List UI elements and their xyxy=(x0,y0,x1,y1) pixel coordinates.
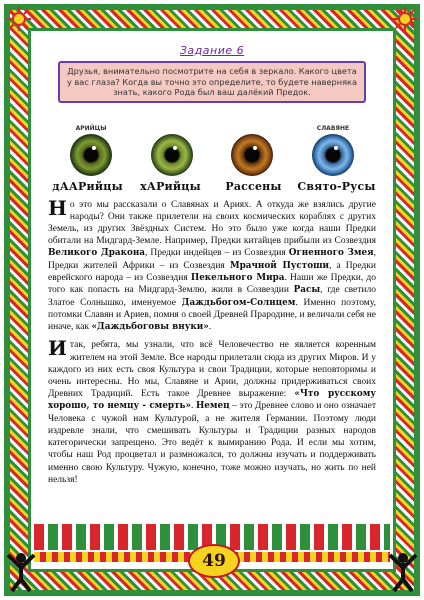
intro-box: Друзья, внимательно посмотрите на себя в зеркало. Какого цвета у вас глаза? Когда вы точно это определите, то будете наверняка знать, какого Рода был ваш далёкий Предок. xyxy=(58,61,366,103)
dropcap: И xyxy=(48,336,67,361)
dropcap: Н xyxy=(48,195,67,220)
page-number: 49 xyxy=(188,544,240,578)
page-content xyxy=(46,44,378,486)
blue-eye-icon xyxy=(294,134,372,176)
sun-symbol-icon xyxy=(392,6,418,32)
brown-eye-icon xyxy=(213,134,291,176)
eye-images xyxy=(52,134,372,176)
race-name-daariytsy: дААРийцы xyxy=(52,179,123,193)
race-name-khariytsy: хАРийцы xyxy=(140,179,201,193)
race-name-svyato-rusy: Свято-Русы xyxy=(297,179,376,193)
person-figure-icon xyxy=(386,552,420,592)
eye-label-aryans: АРИЙЦЫ xyxy=(75,124,107,132)
person-figure-icon xyxy=(4,552,38,592)
paragraph-2: Итак, ребята, мы узнали, что всё Человечество не является коренным жителем на этой Земле. Все народы прилетали сюда из других Миров. И у каждого из них есть своя Культура и свои Традиции, которые неповторимы и очень интересны. Но мы, Славяне и Арии, должны придерживаться своих Древних Традиций. Есть такое Древнее выражение: «Что русскому хорошо, то немцу - смерть». Немец – это Древнее слово и оно означает Человека с чужой нам Культурой, а не жителя Германии. Поэтому люди издревле знали, что смешивать Культуры и Традиции разных народов категорически запрещено. Это ведёт к вымиранию Рода. И если мы хотим, чтобы наш Род процветал и размножался, то должны изучать и поддерживать именно свою Культуру. Чужую, конечно, тоже можно изучать, но жить по ней нельзя! xyxy=(48,336,376,485)
task-title: Задание 6 xyxy=(179,44,245,57)
light-green-eye-icon xyxy=(133,134,211,176)
sun-symbol-icon xyxy=(6,6,32,32)
race-names xyxy=(46,180,378,193)
race-name-rasseny: Рассены xyxy=(225,179,282,193)
body-text xyxy=(48,195,376,486)
eye-label-slavs: СЛАВЯНЕ xyxy=(316,124,350,132)
green-eye-icon xyxy=(52,134,130,176)
paragraph-1: Но это мы рассказали о Славянах и Ариях. А откуда же взялись другие народы? Они также прилетели на своих космических кораблях с других Земель, из других Звёздных Систем. Но это было уже когда наши Предки обитали на Мидгард-Земле. Например, Предки китайцев прибыли из Созвездия Великого Дракона, Предки индейцев – из Созвездия Огненного Змея, Предки жителей Африки – из Созвездия Мрачной Пустоши, а Предки еврейского народа – из Созвездия Пекельного Мира. Наши же Предки, до того как попасть на Мидгард-Землю, жили в Созвездии Расы, где светило Златое Солнышко, именуемое Даждьбогом-Солнцем. Именно поэтому, потомки Славян и Ариев, помня о своей Древней Прародине, и величали себя не иначе, как «Даждьбоговы внуки». xyxy=(48,195,376,332)
eye-labels xyxy=(52,125,372,132)
